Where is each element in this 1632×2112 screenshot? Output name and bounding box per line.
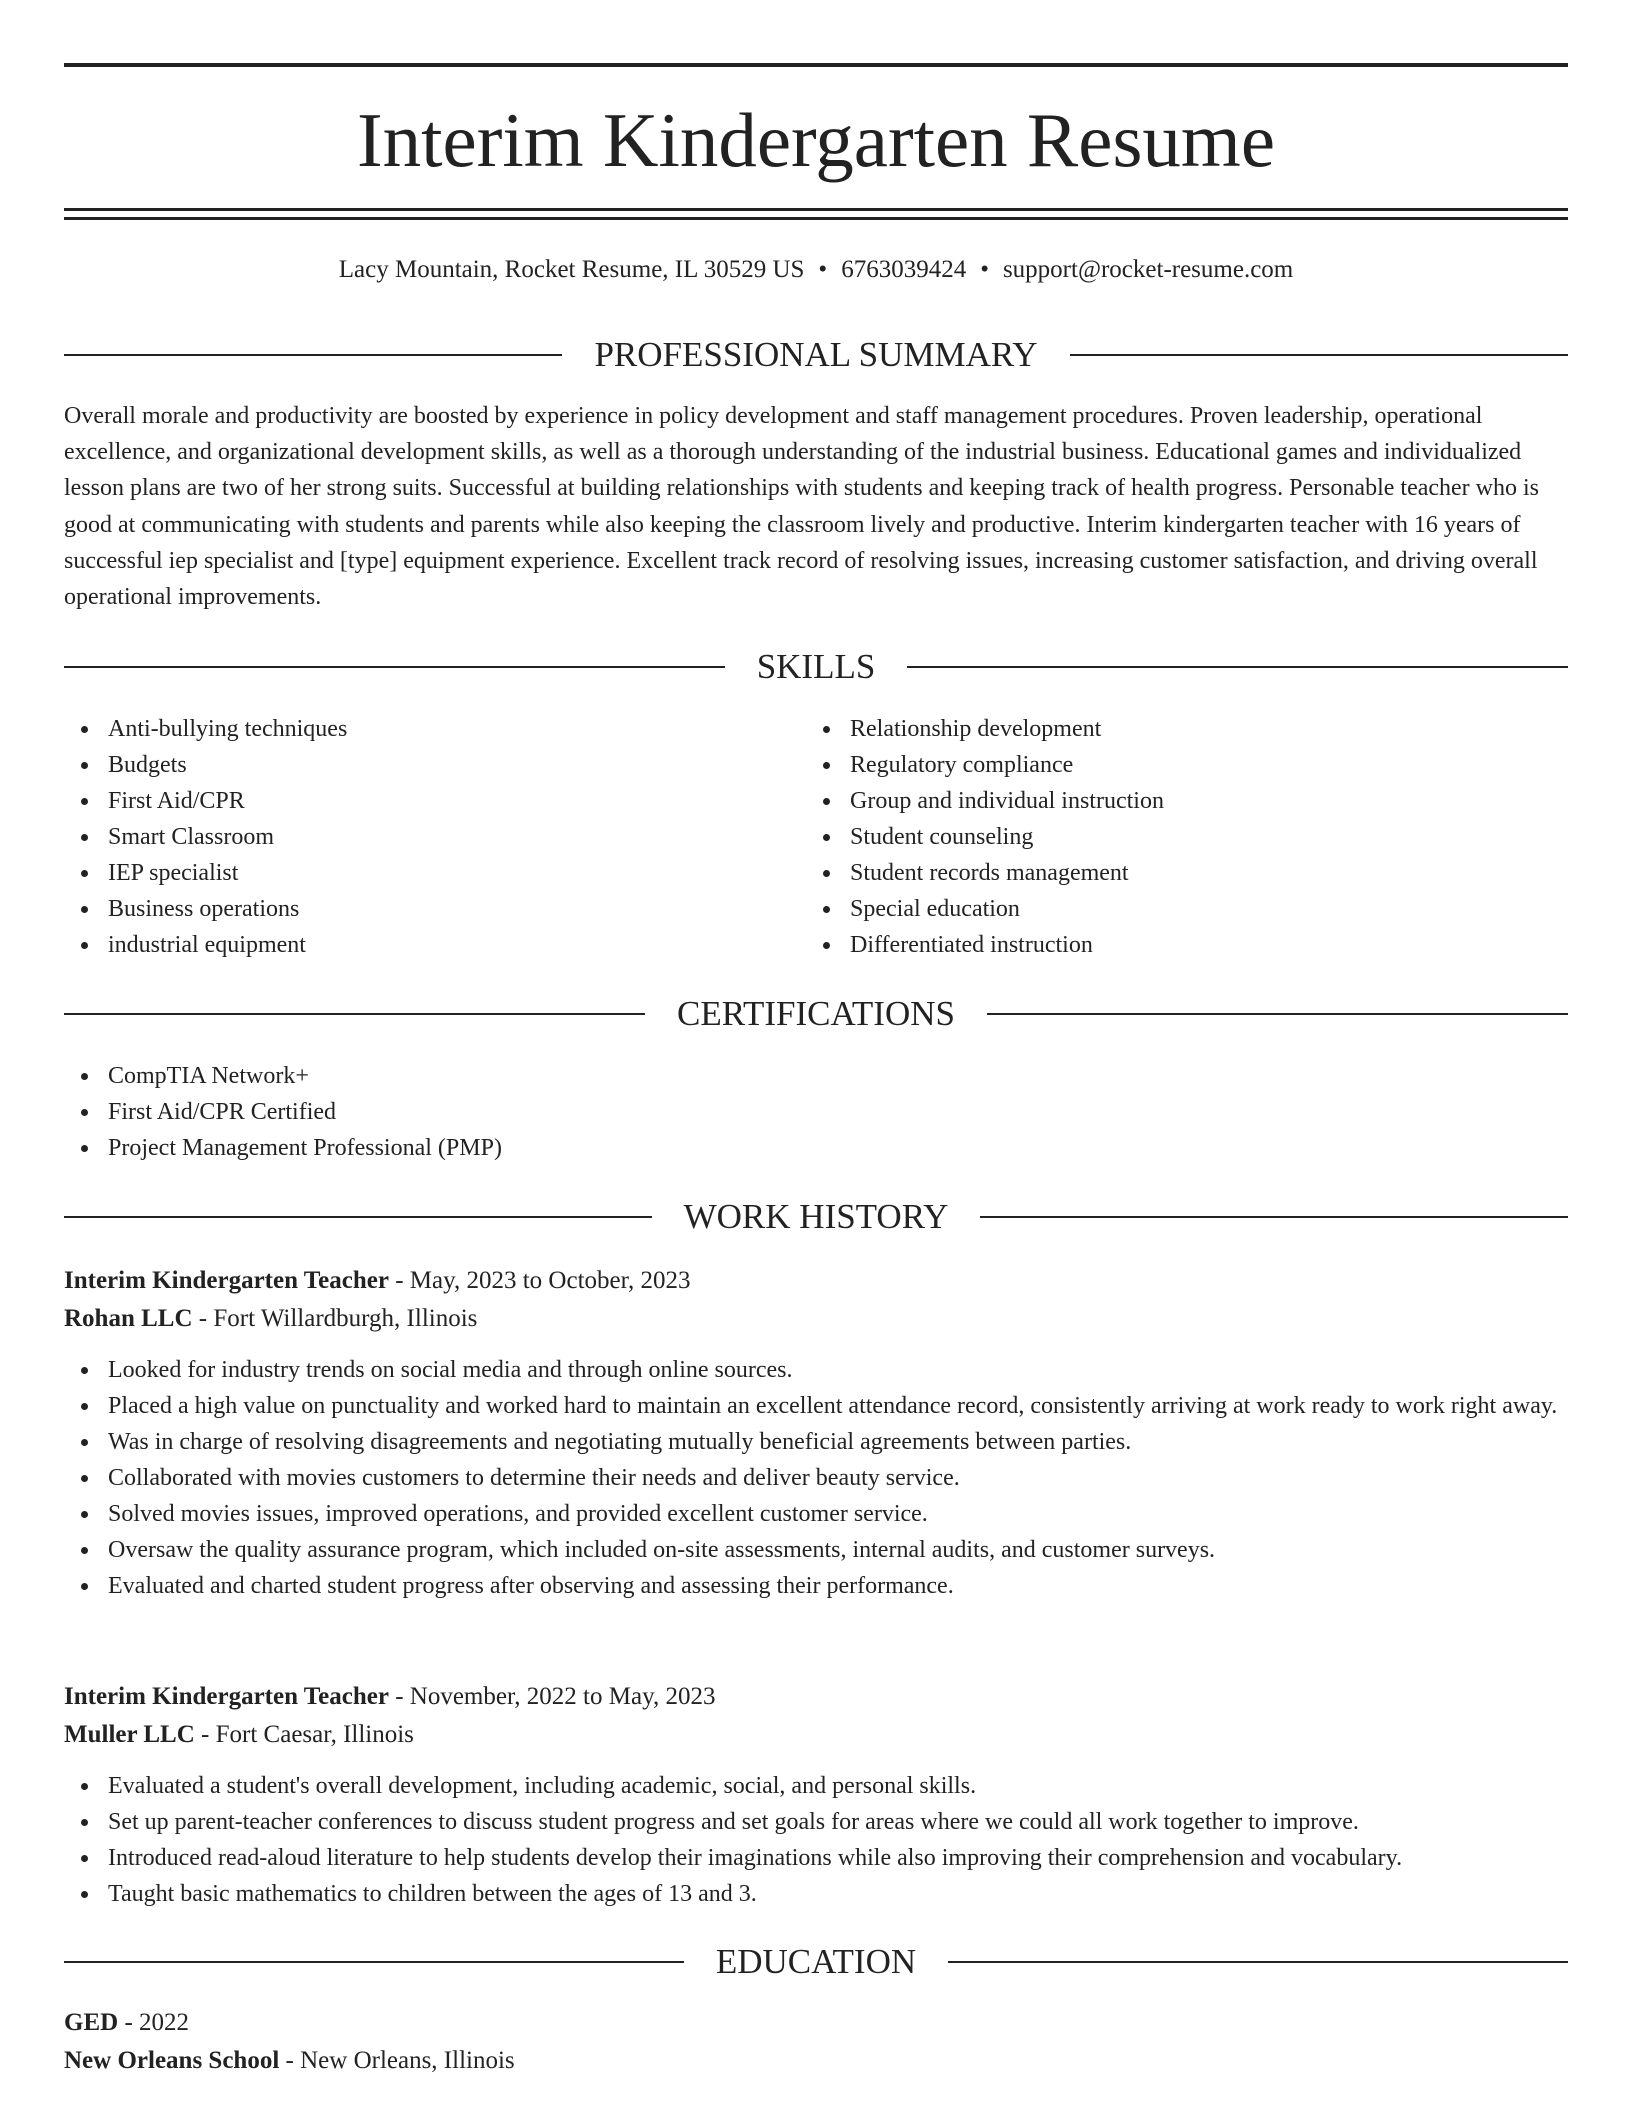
job-location: Fort Caesar, Illinois (215, 1721, 414, 1748)
job-company-line: Rohan LLC - Fort Willardburgh, Illinois (64, 1305, 478, 1332)
divider-line (64, 666, 725, 668)
skill-item: industrial equipment (64, 927, 806, 963)
job-title-line: Interim Kindergarten Teacher - November, 2022 to May, 2023 (64, 1683, 716, 1710)
certification-item: Project Management Professional (PMP) (64, 1130, 1568, 1166)
job-bullet: Taught basic mathematics to children between the ages of 13 and 3. (64, 1876, 1568, 1912)
job-title: Interim Kindergarten Teacher (64, 1267, 389, 1294)
skill-item: Smart Classroom (64, 819, 806, 855)
job-bullets (64, 1768, 1568, 1912)
resume-title: Interim Kindergarten Resume (356, 97, 1276, 183)
job-bullet: Introduced read-aloud literature to help students develop their imaginations while also improving their comprehension and vocabulary. (64, 1840, 1568, 1876)
certifications-block (64, 1058, 1568, 1166)
skill-item: Student counseling (806, 819, 1548, 855)
job-entry (64, 1678, 1568, 1912)
contact-separator: • (818, 256, 828, 283)
divider-line (1070, 354, 1568, 356)
job-company: Muller LLC (64, 1721, 195, 1748)
skills-left-column (64, 711, 806, 963)
education-degree-line: GED - 2022 (64, 2009, 190, 2036)
job-company-line: Muller LLC - Fort Caesar, Illinois (64, 1721, 414, 1748)
skill-item: IEP specialist (64, 855, 806, 891)
job-dates: May, 2023 to October, 2023 (409, 1267, 691, 1294)
contact-line (64, 252, 1568, 288)
contact-separator: • (980, 256, 989, 283)
contact-email: support@rocket-resume.com (1002, 256, 1294, 283)
divider-line (64, 1013, 645, 1015)
summary-block (64, 398, 1568, 615)
job-title-line: Interim Kindergarten Teacher - May, 2023 to October, 2023 (64, 1267, 691, 1294)
skill-item: Anti-bullying techniques (64, 711, 806, 747)
certification-item: CompTIA Network+ (64, 1058, 1568, 1094)
job-company: Rohan LLC (64, 1305, 193, 1332)
job-bullet: Evaluated a student's overall development, including academic, social, and personal skills. (64, 1768, 1568, 1804)
skill-item: Business operations (64, 891, 806, 927)
job-bullet: Was in charge of resolving disagreements and negotiating mutually beneficial agreements between parties. (64, 1424, 1568, 1460)
skill-item: Special education (806, 891, 1548, 927)
job-bullet: Looked for industry trends on social media and through online sources. (64, 1352, 1568, 1388)
divider-line (64, 1216, 652, 1218)
job-location: Fort Willardburgh, Illinois (213, 1305, 478, 1332)
summary-text: Overall morale and productivity are boosted by experience in policy development and staff management procedures. Proven leadership, operational excellence, and organizational development skills, as well as a thorough understanding of the industrial business. Educational games and individualized lesson plans are two of her strong suits. Successful at building relationships with students and keeping track of health progress. Personable teacher who is good at communicating with students and parents while also keeping the classroom lively and productive. Interim kindergarten teacher with 16 years of successful iep specialist and [type] equipment experience. Excellent track record of resolving issues, increasing customer satisfaction, and driving overall operational improvements. (64, 403, 1540, 611)
job-bullets (64, 1352, 1568, 1604)
contact-address: Lacy Mountain, Rocket Resume, IL 30529 US (338, 256, 805, 283)
certifications-heading: CERTIFICATIONS (677, 994, 955, 1033)
education-heading: EDUCATION (715, 1942, 917, 1981)
job-bullet: Solved movies issues, improved operations, and provided excellent customer service. (64, 1496, 1568, 1532)
divider-line (987, 1013, 1568, 1015)
skill-item: Budgets (64, 747, 806, 783)
divider-line (907, 666, 1568, 668)
job-bullet: Evaluated and charted student progress after observing and assessing their performance. (64, 1568, 1568, 1604)
job-entry (64, 1262, 1568, 1604)
job-bullet: Set up parent-teacher conferences to discuss student progress and set goals for areas where we could all work together to improve. (64, 1804, 1568, 1840)
job-title: Interim Kindergarten Teacher (64, 1683, 389, 1710)
contact-phone: 6763039424 (841, 256, 967, 283)
education-degree: GED (64, 2009, 119, 2036)
education-section-heading (64, 1940, 1568, 1984)
divider-line (948, 1961, 1568, 1963)
skill-item: Relationship development (806, 711, 1548, 747)
certification-item: First Aid/CPR Certified (64, 1094, 1568, 1130)
skills-section-heading (64, 645, 1568, 689)
skill-item: Group and individual instruction (806, 783, 1548, 819)
summary-heading: PROFESSIONAL SUMMARY (594, 335, 1038, 374)
divider-line (64, 354, 562, 356)
job-bullet: Collaborated with movies customers to determine their needs and deliver beauty service. (64, 1460, 1568, 1496)
summary-section-heading (64, 333, 1568, 377)
skills-list (64, 711, 1568, 963)
education-year: 2022 (139, 2009, 190, 2036)
education-school: New Orleans School (64, 2047, 280, 2074)
work-history-section-heading (64, 1195, 1568, 1239)
education-location: New Orleans, Illinois (300, 2047, 515, 2074)
skills-heading: SKILLS (756, 647, 876, 686)
job-dates: November, 2022 to May, 2023 (409, 1683, 716, 1710)
skill-item: First Aid/CPR (64, 783, 806, 819)
title-double-rule (64, 208, 1568, 220)
skill-item: Differentiated instruction (806, 927, 1548, 963)
divider-line (64, 1961, 684, 1963)
work-history-heading: WORK HISTORY (683, 1197, 949, 1236)
education-school-line: New Orleans School - New Orleans, Illinois (64, 2047, 515, 2074)
certifications-list (64, 1058, 1568, 1166)
job-bullet: Oversaw the quality assurance program, which included on-site assessments, internal audits, and customer surveys. (64, 1532, 1568, 1568)
skill-item: Regulatory compliance (806, 747, 1548, 783)
certifications-section-heading (64, 992, 1568, 1036)
skill-item: Student records management (806, 855, 1548, 891)
job-bullet: Placed a high value on punctuality and worked hard to maintain an excellent attendance record, consistently arriving at work ready to work right away. (64, 1388, 1568, 1424)
education-entry (64, 2004, 1568, 2080)
divider-line (980, 1216, 1568, 1218)
top-rule (64, 63, 1568, 67)
skills-right-column (806, 711, 1548, 963)
